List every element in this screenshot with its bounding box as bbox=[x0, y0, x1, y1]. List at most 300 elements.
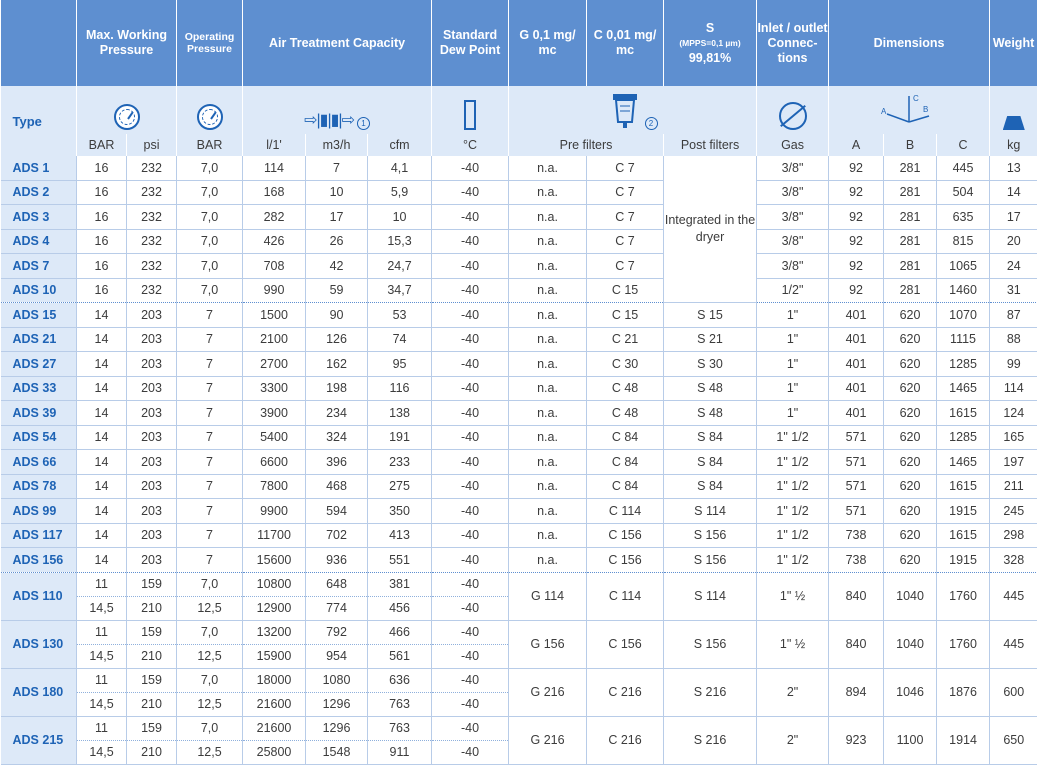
cell-operating-bar: 7,0 bbox=[177, 205, 243, 230]
cell-psi: 203 bbox=[127, 523, 177, 548]
row-type: ADS 3 bbox=[1, 205, 77, 230]
cell-gas-connection: 1" 1/2 bbox=[757, 450, 829, 475]
cell-post-filter-s: S 114 bbox=[664, 572, 757, 620]
cell-flow-l-min: 114 bbox=[243, 156, 306, 180]
cell-flow-m3h: 702 bbox=[306, 523, 368, 548]
cell-pre-filter-g: n.a. bbox=[509, 376, 587, 401]
cell-pre-filter-g: n.a. bbox=[509, 180, 587, 205]
cell-dew-point: -40 bbox=[432, 740, 509, 764]
cell-weight: 600 bbox=[990, 668, 1037, 716]
cell-pre-filter-g: n.a. bbox=[509, 303, 587, 328]
cell-dew-point: -40 bbox=[432, 376, 509, 401]
cell-flow-cfm: 24,7 bbox=[368, 254, 432, 279]
cell-weight: 650 bbox=[990, 716, 1037, 764]
cell-flow-cfm: 116 bbox=[368, 376, 432, 401]
cell-dim-c: 1285 bbox=[937, 425, 990, 450]
unit-post-filters: Post filters bbox=[664, 134, 757, 156]
cell-pre-filter-g: n.a. bbox=[509, 156, 587, 180]
cell-bar: 14 bbox=[77, 499, 127, 524]
pressure-icon-cell bbox=[77, 86, 177, 134]
row-type: ADS 39 bbox=[1, 401, 77, 426]
cell-pre-filter-g: n.a. bbox=[509, 205, 587, 230]
axis-a-label: A bbox=[881, 107, 887, 116]
cell-flow-m3h: 234 bbox=[306, 401, 368, 426]
cell-operating-bar: 7,0 bbox=[177, 229, 243, 254]
corner-cell bbox=[1, 0, 77, 86]
row-type: ADS 180 bbox=[1, 668, 77, 716]
cell-pre-filter-c: C 7 bbox=[587, 254, 664, 279]
row-type: ADS 117 bbox=[1, 523, 77, 548]
cell-flow-l-min: 13200 bbox=[243, 620, 306, 644]
cell-weight: 24 bbox=[990, 254, 1037, 279]
row-type: ADS 66 bbox=[1, 450, 77, 475]
cell-operating-bar: 12,5 bbox=[177, 596, 243, 620]
cell-flow-m3h: 10 bbox=[306, 180, 368, 205]
axis-b-label: B bbox=[923, 105, 928, 114]
cell-dim-b: 620 bbox=[884, 523, 937, 548]
cell-flow-cfm: 413 bbox=[368, 523, 432, 548]
cell-pre-filter-c: C 156 bbox=[587, 620, 664, 668]
s-filter-mpps: (MPPS=0,1 µm) bbox=[664, 36, 756, 51]
cell-post-filter-s: S 48 bbox=[664, 376, 757, 401]
unit-dim-b: B bbox=[884, 134, 937, 156]
table-row bbox=[1, 401, 1037, 426]
cell-dim-a: 401 bbox=[829, 303, 884, 328]
s-filter-efficiency: 99,81% bbox=[664, 51, 756, 66]
note-1-marker: 1 bbox=[357, 117, 370, 130]
cell-flow-cfm: 4,1 bbox=[368, 156, 432, 180]
row-type: ADS 99 bbox=[1, 499, 77, 524]
cell-dim-b: 620 bbox=[884, 425, 937, 450]
cell-psi: 210 bbox=[127, 692, 177, 716]
cell-dim-b: 1040 bbox=[884, 572, 937, 620]
table-row bbox=[1, 205, 1037, 230]
cell-operating-bar: 7,0 bbox=[177, 254, 243, 279]
cell-flow-l-min: 12900 bbox=[243, 596, 306, 620]
cell-dim-c: 1070 bbox=[937, 303, 990, 328]
cell-psi: 232 bbox=[127, 205, 177, 230]
cell-gas-connection: 1" 1/2 bbox=[757, 548, 829, 573]
cell-psi: 232 bbox=[127, 229, 177, 254]
cell-pre-filter-g: n.a. bbox=[509, 229, 587, 254]
cell-post-filter-s: S 48 bbox=[664, 401, 757, 426]
cell-gas-connection: 1" bbox=[757, 303, 829, 328]
cell-dew-point: -40 bbox=[432, 596, 509, 620]
cell-bar: 16 bbox=[77, 205, 127, 230]
pressure-gauge-icon bbox=[197, 104, 223, 130]
cell-flow-l-min: 426 bbox=[243, 229, 306, 254]
cell-flow-cfm: 561 bbox=[368, 644, 432, 668]
cell-gas-connection: 1" 1/2 bbox=[757, 523, 829, 548]
table-row bbox=[1, 254, 1037, 279]
cell-pre-filter-c: C 21 bbox=[587, 327, 664, 352]
cell-dew-point: -40 bbox=[432, 156, 509, 180]
cell-dim-a: 92 bbox=[829, 205, 884, 230]
cell-dim-b: 620 bbox=[884, 376, 937, 401]
cell-pre-filter-g: n.a. bbox=[509, 450, 587, 475]
cell-dim-b: 1046 bbox=[884, 668, 937, 716]
table-row bbox=[1, 278, 1037, 303]
cell-dew-point: -40 bbox=[432, 180, 509, 205]
cell-dim-a: 894 bbox=[829, 668, 884, 716]
cell-dim-b: 1040 bbox=[884, 620, 937, 668]
cell-dim-b: 281 bbox=[884, 229, 937, 254]
row-type: ADS 4 bbox=[1, 229, 77, 254]
cell-dew-point: -40 bbox=[432, 620, 509, 644]
cell-pre-filter-c: C 7 bbox=[587, 180, 664, 205]
airflow-icon-cell bbox=[243, 86, 432, 134]
cell-bar: 14,5 bbox=[77, 596, 127, 620]
cell-flow-m3h: 126 bbox=[306, 327, 368, 352]
cell-dim-b: 620 bbox=[884, 450, 937, 475]
cell-dim-a: 401 bbox=[829, 352, 884, 377]
cell-flow-m3h: 468 bbox=[306, 474, 368, 499]
cell-dim-a: 92 bbox=[829, 278, 884, 303]
cell-pre-filter-g: n.a. bbox=[509, 278, 587, 303]
cell-flow-l-min: 2700 bbox=[243, 352, 306, 377]
cell-pre-filter-c: C 156 bbox=[587, 548, 664, 573]
cell-flow-l-min: 3900 bbox=[243, 401, 306, 426]
cell-dew-point: -40 bbox=[432, 523, 509, 548]
cell-post-filter-s: S 156 bbox=[664, 620, 757, 668]
cell-flow-cfm: 551 bbox=[368, 548, 432, 573]
cell-flow-cfm: 275 bbox=[368, 474, 432, 499]
cell-operating-bar: 7 bbox=[177, 401, 243, 426]
cell-dew-point: -40 bbox=[432, 254, 509, 279]
cell-dim-c: 1285 bbox=[937, 352, 990, 377]
cell-psi: 203 bbox=[127, 499, 177, 524]
header-operating-pressure: Operating Pressure bbox=[177, 0, 243, 86]
cell-flow-cfm: 763 bbox=[368, 692, 432, 716]
cell-operating-bar: 7 bbox=[177, 523, 243, 548]
cell-bar: 11 bbox=[77, 716, 127, 740]
table-row bbox=[1, 499, 1037, 524]
cell-post-filter-s: S 216 bbox=[664, 668, 757, 716]
cell-pre-filter-c: C 7 bbox=[587, 229, 664, 254]
cell-post-filter-s: S 84 bbox=[664, 474, 757, 499]
header-g-filter: G 0,1 mg/ mc bbox=[509, 0, 587, 86]
cell-dim-b: 620 bbox=[884, 499, 937, 524]
cell-operating-bar: 7,0 bbox=[177, 156, 243, 180]
cell-dim-a: 738 bbox=[829, 548, 884, 573]
cell-dim-c: 1915 bbox=[937, 548, 990, 573]
cell-pre-filter-c: C 48 bbox=[587, 401, 664, 426]
cell-bar: 11 bbox=[77, 572, 127, 596]
cell-pre-filter-c: C 216 bbox=[587, 668, 664, 716]
cell-dew-point: -40 bbox=[432, 474, 509, 499]
cell-flow-m3h: 954 bbox=[306, 644, 368, 668]
cell-flow-cfm: 763 bbox=[368, 716, 432, 740]
cell-gas-connection: 2" bbox=[757, 716, 829, 764]
cell-dew-point: -40 bbox=[432, 644, 509, 668]
cell-gas-connection: 1" 1/2 bbox=[757, 499, 829, 524]
cell-pre-filter-c: C 48 bbox=[587, 376, 664, 401]
cell-flow-cfm: 74 bbox=[368, 327, 432, 352]
unit-bar: BAR bbox=[77, 134, 127, 156]
table-row bbox=[1, 716, 1037, 740]
cell-dim-c: 1760 bbox=[937, 620, 990, 668]
cell-flow-cfm: 34,7 bbox=[368, 278, 432, 303]
cell-pre-filter-c: C 84 bbox=[587, 474, 664, 499]
row-type: ADS 21 bbox=[1, 327, 77, 352]
unit-cfm: cfm bbox=[368, 134, 432, 156]
header-inlet-outlet: Inlet / outlet Connec- tions bbox=[757, 0, 829, 86]
cell-flow-m3h: 59 bbox=[306, 278, 368, 303]
cell-dew-point: -40 bbox=[432, 205, 509, 230]
cell-dim-b: 620 bbox=[884, 303, 937, 328]
cell-weight: 298 bbox=[990, 523, 1037, 548]
cell-psi: 232 bbox=[127, 254, 177, 279]
cell-dim-b: 620 bbox=[884, 352, 937, 377]
unit-psi: psi bbox=[127, 134, 177, 156]
cell-operating-bar: 7,0 bbox=[177, 620, 243, 644]
cell-dim-c: 1465 bbox=[937, 450, 990, 475]
cell-dim-c: 1915 bbox=[937, 499, 990, 524]
row-type: ADS 215 bbox=[1, 716, 77, 764]
header-s-filter bbox=[664, 0, 757, 86]
filter-icon-cell bbox=[509, 86, 757, 134]
table-row bbox=[1, 352, 1037, 377]
cell-flow-cfm: 95 bbox=[368, 352, 432, 377]
cell-dim-a: 571 bbox=[829, 499, 884, 524]
cell-gas-connection: 1" bbox=[757, 401, 829, 426]
cell-weight: 445 bbox=[990, 572, 1037, 620]
cell-dim-c: 1460 bbox=[937, 278, 990, 303]
cell-dim-c: 1760 bbox=[937, 572, 990, 620]
cell-operating-bar: 12,5 bbox=[177, 740, 243, 764]
cell-dim-c: 1615 bbox=[937, 523, 990, 548]
unit-l-per-min: l/1' bbox=[243, 134, 306, 156]
header-dew-point: Standard Dew Point bbox=[432, 0, 509, 86]
cell-dim-c: 1115 bbox=[937, 327, 990, 352]
cell-post-filter-s: S 15 bbox=[664, 303, 757, 328]
cell-flow-cfm: 233 bbox=[368, 450, 432, 475]
row-type: ADS 110 bbox=[1, 572, 77, 620]
cell-bar: 16 bbox=[77, 254, 127, 279]
cell-dim-a: 571 bbox=[829, 474, 884, 499]
cell-dim-b: 1100 bbox=[884, 716, 937, 764]
cell-dew-point: -40 bbox=[432, 548, 509, 573]
unit-dim-c: C bbox=[937, 134, 990, 156]
cell-weight: 17 bbox=[990, 205, 1037, 230]
cell-psi: 159 bbox=[127, 716, 177, 740]
dimensions-axes-icon bbox=[879, 92, 939, 130]
header-dimensions: Dimensions bbox=[829, 0, 990, 86]
cell-weight: 165 bbox=[990, 425, 1037, 450]
cell-flow-l-min: 3300 bbox=[243, 376, 306, 401]
cell-pre-filter-c: C 7 bbox=[587, 156, 664, 180]
cell-bar: 14 bbox=[77, 474, 127, 499]
cell-bar: 11 bbox=[77, 668, 127, 692]
cell-psi: 203 bbox=[127, 401, 177, 426]
cell-bar: 14,5 bbox=[77, 644, 127, 668]
cell-dim-a: 401 bbox=[829, 327, 884, 352]
cell-psi: 203 bbox=[127, 425, 177, 450]
unit-row bbox=[1, 134, 1037, 156]
cell-dim-a: 401 bbox=[829, 401, 884, 426]
cell-operating-bar: 7 bbox=[177, 548, 243, 573]
unit-operating-bar: BAR bbox=[177, 134, 243, 156]
cell-flow-m3h: 1296 bbox=[306, 692, 368, 716]
cell-dim-a: 92 bbox=[829, 156, 884, 180]
cell-dim-a: 571 bbox=[829, 425, 884, 450]
cell-weight: 88 bbox=[990, 327, 1037, 352]
cell-dim-a: 401 bbox=[829, 376, 884, 401]
cell-operating-bar: 7,0 bbox=[177, 668, 243, 692]
cell-weight: 99 bbox=[990, 352, 1037, 377]
cell-psi: 159 bbox=[127, 572, 177, 596]
cell-flow-l-min: 990 bbox=[243, 278, 306, 303]
cell-flow-m3h: 26 bbox=[306, 229, 368, 254]
cell-flow-l-min: 18000 bbox=[243, 668, 306, 692]
table-row bbox=[1, 620, 1037, 644]
cell-psi: 203 bbox=[127, 376, 177, 401]
cell-pre-filter-c: C 30 bbox=[587, 352, 664, 377]
pressure-gauge-icon bbox=[114, 104, 140, 130]
cell-gas-connection: 3/8" bbox=[757, 254, 829, 279]
table-row bbox=[1, 474, 1037, 499]
cell-flow-l-min: 10800 bbox=[243, 572, 306, 596]
cell-bar: 14,5 bbox=[77, 740, 127, 764]
cell-pre-filter-g: n.a. bbox=[509, 474, 587, 499]
gas-connection-icon bbox=[779, 102, 807, 130]
cell-flow-l-min: 15600 bbox=[243, 548, 306, 573]
cell-bar: 14 bbox=[77, 303, 127, 328]
cell-gas-connection: 1" 1/2 bbox=[757, 474, 829, 499]
unit-pre-filters: Pre filters bbox=[509, 134, 664, 156]
cell-operating-bar: 7 bbox=[177, 303, 243, 328]
cell-weight: 197 bbox=[990, 450, 1037, 475]
dew-icon-cell bbox=[432, 86, 509, 134]
cell-gas-connection: 1" 1/2 bbox=[757, 425, 829, 450]
cell-weight: 445 bbox=[990, 620, 1037, 668]
cell-pre-filter-g: n.a. bbox=[509, 523, 587, 548]
cell-psi: 232 bbox=[127, 156, 177, 180]
cell-flow-m3h: 198 bbox=[306, 376, 368, 401]
cell-pre-filter-c: C 84 bbox=[587, 450, 664, 475]
cell-dim-a: 92 bbox=[829, 229, 884, 254]
cell-pre-filter-g: n.a. bbox=[509, 425, 587, 450]
cell-dim-a: 738 bbox=[829, 523, 884, 548]
cell-operating-bar: 7 bbox=[177, 327, 243, 352]
cell-post-filter-s: S 156 bbox=[664, 548, 757, 573]
cell-flow-m3h: 17 bbox=[306, 205, 368, 230]
cell-pre-filter-c: C 15 bbox=[587, 278, 664, 303]
cell-operating-bar: 7,0 bbox=[177, 716, 243, 740]
integrated-in-dryer: Integrated in the dryer bbox=[664, 156, 757, 303]
cell-post-filter-s: S 30 bbox=[664, 352, 757, 377]
cell-flow-cfm: 138 bbox=[368, 401, 432, 426]
cell-operating-bar: 12,5 bbox=[177, 692, 243, 716]
cell-pre-filter-g: G 156 bbox=[509, 620, 587, 668]
row-type: ADS 1 bbox=[1, 156, 77, 180]
cell-dew-point: -40 bbox=[432, 716, 509, 740]
cell-dim-c: 1914 bbox=[937, 716, 990, 764]
cell-flow-cfm: 191 bbox=[368, 425, 432, 450]
filter-icon bbox=[608, 92, 642, 130]
cell-flow-l-min: 21600 bbox=[243, 716, 306, 740]
cell-dim-b: 620 bbox=[884, 327, 937, 352]
cell-flow-cfm: 350 bbox=[368, 499, 432, 524]
cell-flow-m3h: 792 bbox=[306, 620, 368, 644]
cell-flow-l-min: 5400 bbox=[243, 425, 306, 450]
cell-dim-b: 281 bbox=[884, 278, 937, 303]
cell-psi: 203 bbox=[127, 352, 177, 377]
cell-bar: 16 bbox=[77, 278, 127, 303]
cell-pre-filter-c: C 114 bbox=[587, 572, 664, 620]
cell-flow-l-min: 11700 bbox=[243, 523, 306, 548]
cell-flow-l-min: 6600 bbox=[243, 450, 306, 475]
cell-flow-m3h: 7 bbox=[306, 156, 368, 180]
cell-pre-filter-g: G 216 bbox=[509, 716, 587, 764]
table-row bbox=[1, 156, 1037, 180]
cell-gas-connection: 1" ½ bbox=[757, 620, 829, 668]
cell-dim-c: 1615 bbox=[937, 474, 990, 499]
cell-weight: 14 bbox=[990, 180, 1037, 205]
weight-icon bbox=[1003, 116, 1025, 130]
table-row bbox=[1, 180, 1037, 205]
cell-operating-bar: 7 bbox=[177, 450, 243, 475]
cell-flow-l-min: 1500 bbox=[243, 303, 306, 328]
table-row bbox=[1, 523, 1037, 548]
cell-dim-c: 1615 bbox=[937, 401, 990, 426]
cell-dim-a: 92 bbox=[829, 254, 884, 279]
cell-weight: 31 bbox=[990, 278, 1037, 303]
row-type: ADS 130 bbox=[1, 620, 77, 668]
axis-c-label: C bbox=[913, 94, 919, 103]
row-type: ADS 33 bbox=[1, 376, 77, 401]
cell-dim-c: 815 bbox=[937, 229, 990, 254]
cell-flow-m3h: 162 bbox=[306, 352, 368, 377]
cell-flow-l-min: 282 bbox=[243, 205, 306, 230]
operating-icon-cell bbox=[177, 86, 243, 134]
weight-icon-cell bbox=[990, 86, 1037, 134]
table-row bbox=[1, 450, 1037, 475]
cell-pre-filter-g: n.a. bbox=[509, 254, 587, 279]
cell-flow-l-min: 21600 bbox=[243, 692, 306, 716]
cell-pre-filter-c: C 15 bbox=[587, 303, 664, 328]
cell-pre-filter-g: n.a. bbox=[509, 548, 587, 573]
cell-operating-bar: 12,5 bbox=[177, 644, 243, 668]
cell-dim-a: 92 bbox=[829, 180, 884, 205]
cell-psi: 203 bbox=[127, 474, 177, 499]
cell-gas-connection: 3/8" bbox=[757, 180, 829, 205]
table-row bbox=[1, 425, 1037, 450]
cell-dim-a: 923 bbox=[829, 716, 884, 764]
gas-icon-cell bbox=[757, 86, 829, 134]
cell-flow-m3h: 936 bbox=[306, 548, 368, 573]
cell-psi: 203 bbox=[127, 303, 177, 328]
header-max-pressure: Max. Working Pressure bbox=[77, 0, 177, 86]
cell-psi: 159 bbox=[127, 620, 177, 644]
cell-dim-b: 281 bbox=[884, 205, 937, 230]
cell-post-filter-s: S 84 bbox=[664, 425, 757, 450]
cell-psi: 210 bbox=[127, 740, 177, 764]
cell-weight: 124 bbox=[990, 401, 1037, 426]
cell-flow-cfm: 466 bbox=[368, 620, 432, 644]
cell-flow-l-min: 9900 bbox=[243, 499, 306, 524]
table-row bbox=[1, 327, 1037, 352]
cell-flow-cfm: 15,3 bbox=[368, 229, 432, 254]
cell-flow-m3h: 1296 bbox=[306, 716, 368, 740]
cell-flow-l-min: 15900 bbox=[243, 644, 306, 668]
airflow-icon: ⇨|▮|▮|⇨ bbox=[304, 110, 354, 130]
cell-pre-filter-g: n.a. bbox=[509, 499, 587, 524]
cell-flow-l-min: 7800 bbox=[243, 474, 306, 499]
cell-psi: 232 bbox=[127, 180, 177, 205]
cell-flow-m3h: 1080 bbox=[306, 668, 368, 692]
cell-dim-b: 281 bbox=[884, 156, 937, 180]
